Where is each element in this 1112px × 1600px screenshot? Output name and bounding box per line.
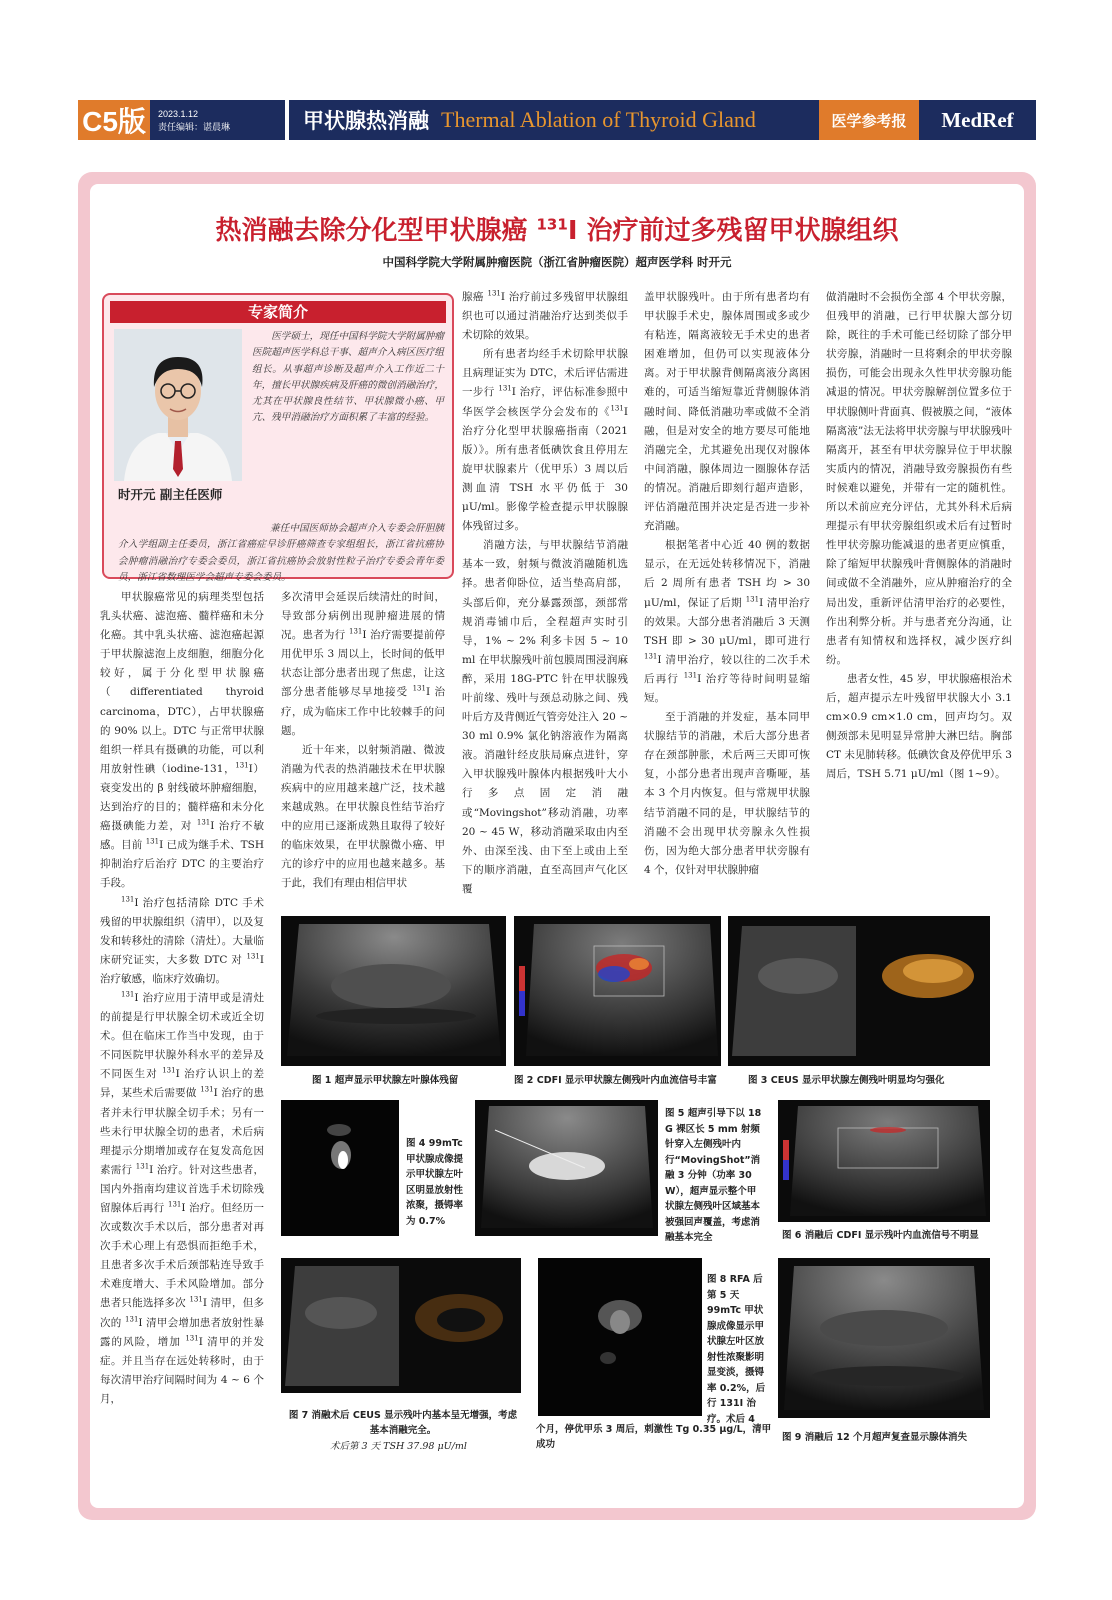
figure-4-scan [281, 1100, 399, 1236]
figure-6-cdfi [778, 1100, 990, 1222]
expert-name: 时开元 副主任医师 [118, 487, 223, 502]
figure-8-scan [538, 1258, 702, 1416]
page-header [78, 100, 1036, 140]
figure-1-ultrasound [281, 916, 506, 1066]
title-part1: 热消融去除分化型甲状腺癌 [215, 216, 537, 246]
figure-7-ceus [281, 1258, 521, 1393]
figure-1-caption: 图 1 超声显示甲状腺左叶腺体残留 [312, 1075, 459, 1086]
figure-5-ultrasound [475, 1100, 658, 1236]
expert-bio-1: 医学硕士，现任中国科学院大学附属肿瘤医院超声医学科总干事、超声介入病区医疗组组长。从事超声诊断及超声介入工作近二十年，擅长甲状腺疾病及肝癌的微创消融治疗，尤其在甲状腺良性结节、甲状腺微小癌、甲亢、残甲消融治疗方面积累了丰富的经验。 [252, 331, 444, 424]
figure-9-ultrasound [778, 1258, 990, 1418]
figure-6-caption: 图 6 消融后 CDFI 显示残叶内血流信号不明显 [782, 1230, 979, 1241]
figure-8-caption-tail: 个月，停优甲乐 3 周后，刺激性 Tg 0.35 μg/L，清甲成功 [536, 1424, 772, 1450]
title-part2: I 治疗前过多残留甲状腺组织 [567, 216, 899, 246]
figure-4-caption: 图 4 99mTc 甲状腺成像提示甲状腺左叶区明显放射性浓聚，摄锝率为 0.7% [406, 1138, 464, 1227]
figure-3-ceus [728, 916, 990, 1066]
column-5: 做消融时不会损伤全部 4 个甲状旁腺，但残甲的消融，已行甲状腺大部分切除，既往的手术可能已经切除了部分甲状旁腺，消融时一旦将剩余的甲状旁腺损伤，可能会出现永久性甲状旁腺功能减退的情况。甲状旁腺解剖位置多位于甲状腺侧叶背面真、假被膜之间，“液体隔离液”法无法将甲状旁腺与甲状腺残叶隔离开，甚至有甲状旁腺异位于甲状腺实质内的情况，消融导致旁腺损伤有些时候难以避免，并带有一定的随机性。所以术前应充分评估，尤其外科术后病理提示有甲状旁腺组织或术后有过暂时性甲状旁腺功能减退的患者更应慎重，除了缩短甲状腺残叶背侧腺体的消融时间或做不全消融外，应从肿瘤治疗的全局出发，重新评估清甲治疗的必要性，作出利弊分析。并与患者充分沟通，让患者有知情权和选择权，减少医疗纠纷。 患者女性，45 岁，甲状腺癌根治术后，超声提示左叶残留甲状腺大小 3.1 cm×0.9 cm×1.0 cm，回声均匀。双侧颈部未见明显异常肿大淋巴结。胸部 CT 未见肺转移。低碘饮食及停优甲乐 3 周后，TSH 5.71 μU/ml（图 1~9）。 [826, 291, 1012, 781]
column-1: 甲状腺癌常见的病理类型包括乳头状癌、滤泡癌、髓样癌和未分化癌。其中乳头状癌、滤泡癌起源于甲状腺滤泡上皮细胞，细胞分化较好，属于分化型甲状腺癌（differentiated thyroid carcinoma，DTC），占甲状腺癌的 90% 以上。DTC 与正常甲状腺组织一样具有摄碘的功能，可以利用放射性碘（iodine-131，$^{131}$I）衰变发出的 β 射线破坏肿瘤细胞，达到治疗的目的；髓样癌和未分化癌摄碘能力差，对 $^{131}$I 治疗不敏感。目前 $^{131}$I 已成为继手术、TSH 抑制治疗后治疗 DTC 的主要治疗手段。 $^{131}$I 治疗包括清除 DTC 手术残留的甲状腺组织（清甲），以及复发和转移灶的清除（清灶）。大量临床研究证实，大多数 DTC 对 $^{131}$I 治疗敏感，临床疗效确切。 $^{131}$I 治疗应用于清甲或是清灶的前提是行甲状腺全切术或近全切术。但在临床工作当中发现，由于不同医院甲状腺外科水平的差异及不同医生对 $^{131}$I 治疗认识上的差异，某些术后需要做 $^{131}$I 治疗的患者并未行甲状腺全切手术；另有一些未行甲状腺全切的患者，术后病理提示分期增加或存在复发高危因素需行 $^{131}$I 治疗。针对这些患者，国内外指南均建议首选手术切除残留腺体后再行 $^{131}$I 治疗。但经历一次或数次手术以后，部分患者对再次手术心理上有恐惧而拒绝手术，且患者多次手术后颈部粘连导致手术难度增大、手术风险增加。部分患者只能选择多次 $^{131}$I 清甲，但多次的 $^{131}$I 清甲会增加患者放射性暴露的风险，增加 $^{131}$I 清甲的并发症。并且当存在远处转移时，由于每次清甲治疗间隔时间为 4 ~ 6 个月， [100, 591, 264, 1405]
column-2: 多次清甲会延误后续清灶的时间，导致部分病例出现肿瘤进展的情况。患者为行 $^{131}$I 治疗需要提前停用优甲乐 3 周以上，长时间的低甲状态让部分患者出现了焦虑，让这部分患者能够尽早地接受 $^{131}$I 治疗，成为临床工作中比较棘手的问题。 近十年来，以射频消融、微波消融为代表的热消融技术在甲状腺疾病中的应用越来越广泛，技术越来越成熟。在甲状腺良性结节治疗中的应用已逐渐成熟且取得了较好的临床效果，在甲状腺微小癌、甲亢的诊疗中的应用也越来越多。基于此，我们有理由相信甲状 [281, 591, 445, 890]
figure-2-cdfi [514, 916, 721, 1066]
figure-3-caption: 图 3 CEUS 显示甲状腺左侧残叶明显均匀强化 [748, 1075, 945, 1086]
section-title [289, 100, 819, 140]
expert-box [102, 293, 454, 583]
author-photo [114, 329, 242, 481]
figure-2-caption: 图 2 CDFI 显示甲状腺左侧残叶内血流信号丰富 [514, 1075, 717, 1086]
brand-zh: 医学参考报 [819, 100, 919, 140]
brand-en: MedRef [919, 100, 1036, 140]
column-4: 盖甲状腺残叶。由于所有患者均有甲状腺手术史，腺体周围或多或少有粘连，隔离液较无手术史的患者困难增加，但仍可以实现液体分离。对于甲状腺背侧隔离液分离困难的，可适当缩短靠近背侧腺体消融时间、降低消融功率或做不全消融，但是对安全的地方要尽可能地消融完全，尤其避免出现仅对腺体中间消融，腺体周边一圈腺体存活的情况。消融后即刻行超声造影，评估消融范围并决定是否进一步补充消融。 根据笔者中心近 40 例的数据显示，在无远处转移情况下，消融后 2 周所有患者 TSH 均 > 30 μU/ml，保证了后期 $^{131}$I 清甲治疗的效果。大部分患者消融后 3 天测 TSH 即 > 30 μU/ml，即可进行 $^{131}$I 清甲治疗，较以往的二次手术后再行 $^{131}$I 治疗等待时间明显缩短。 至于消融的并发症，基本同甲状腺结节的消融，术后大部分患者存在颈部肿胀，术后两三天即可恢复，小部分患者出现声音嘶哑，基本 3 个月内恢复。但与常规甲状腺结节消融不同的是，甲状腺结节的消融不会出现甲状旁腺永久性损伤，因为绝大部分患者甲状旁腺有 4 个，仅针对甲状腺肿瘤 [644, 291, 810, 876]
figure-9-caption: 图 9 消融后 12 个月超声复查显示腺体消失 [782, 1432, 968, 1443]
page-label: C5版 [78, 100, 150, 140]
figure-8-caption: 图 8 RFA 后第 5 天 99mTc 甲状腺成像显示甲状腺左叶区放射性浓聚影明显变淡，摄锝率 0.2%，后行 131I 治疗。术后 4 [707, 1274, 766, 1425]
figure-7-subcaption: 术后第 3 天 TSH 37.98 μU/ml [330, 1441, 467, 1452]
editor-credit: 责任编辑：谌晨琳 [158, 122, 231, 132]
figure-5-caption: 图 5 超声引导下以 18 G 裸区长 5 mm 射频针穿入左侧残叶内行“MovingShot”消融 3 分钟（功率 30 W），超声显示整个甲状腺左侧残叶区域基本被强回声覆盖，考虑消融基本完全 [665, 1108, 762, 1243]
date-block [150, 100, 285, 140]
issue-date: 2023.1.12 [158, 109, 199, 119]
figure-7-caption: 图 7 消融术后 CEUS 显示残叶内基本呈无增强，考虑基本消融完全。 [288, 1410, 518, 1436]
title-sup: 131 [536, 215, 568, 234]
article-title [90, 210, 1024, 247]
section-title-en: Thermal Ablation of Thyroid Gland [441, 107, 756, 132]
expert-bio-2-text: 兼任中国医师协会超声介入专委会肝胆胰介入学组副主任委员，浙江省癌症早诊肝癌筛查专家组组长，浙江省抗癌协会肿瘤消融治疗专委会委员，浙江省抗癌协会放射性粒子治疗专委会青年委员，浙江省数理医学会超声专委会委员。 [118, 523, 444, 583]
expert-bio-2 [118, 521, 444, 586]
section-title-zh: 甲状腺热消融 [303, 109, 429, 133]
expert-heading: 专家简介 [110, 301, 446, 323]
column-3: 腺癌 $^{131}$I 治疗前过多残留甲状腺组织也可以通过消融治疗达到类似手术切除的效果。 所有患者均经手术切除甲状腺且病理证实为 DTC，术后评估需进一步行 $^{131}$I 治疗，评估标准参照中华医学会核医学分会发布的《$^{131}$I 治疗分化型甲状腺癌指南（2021 版）》。所有患者低碘饮食且停用左旋甲状腺素片（优甲乐）3 周以后测血清 TSH 水平仍低于 30 μU/ml。影像学检查提示甲状腺腺体残留过多。 消融方法，与甲状腺结节消融基本一致，射频与微波消融随机选择。患者仰卧位，适当垫高肩部，头部后仰，充分暴露颈部，颈部常规消毒铺巾后，全程超声实时引导，1% ~ 2% 利多卡因 5 ~ 10 ml 在甲状腺残叶前包膜周围浸润麻醉，采用 18G-PTC 针在甲状腺残叶前缘、残叶与颈总动脉之间、残叶后方及背侧近气管旁处注入 20 ~ 30 ml 0.9% 氯化钠溶液作为隔离液。消融针经皮肤局麻点进针，穿入甲状腺残叶腺体内根据残叶大小行多点固定消融或“Movingshot”移动消融，功率 20 ~ 45 W，移动消融采取由内至外、由深至浅、由下至上或由上至下的顺序消融，直至高回声气化区覆 [462, 289, 628, 895]
byline: 中国科学院大学附属肿瘤医院（浙江省肿瘤医院）超声医学科 时开元 [382, 255, 732, 269]
